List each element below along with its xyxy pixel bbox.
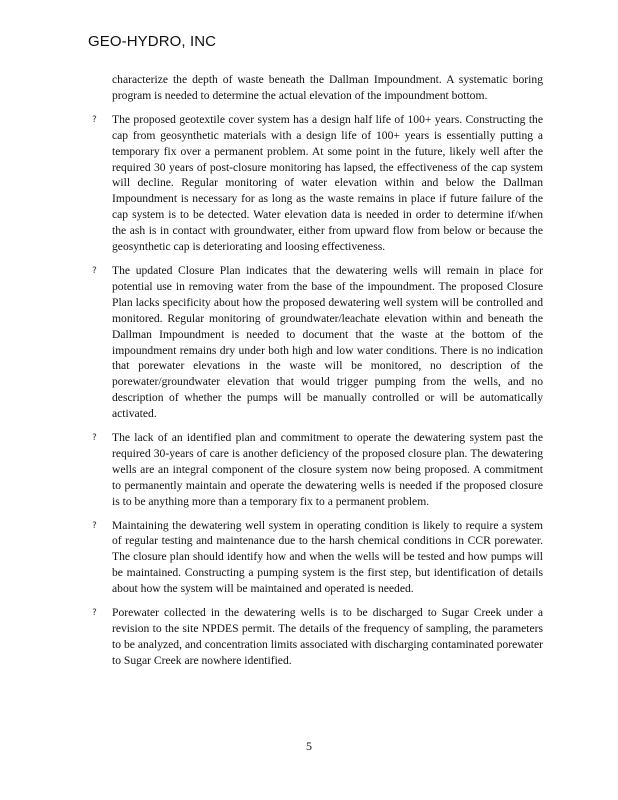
bullet-text: Porewater collected in the dewatering wells is to be discharged to Sugar Creek under a revision to the site NPDES permit. The details of the frequency of sampling, the parameters to be analyzed, and concentration limits associated with discharging contaminated porewater to Sugar Creek are nowhere identified.: [112, 606, 543, 667]
bullet-marker: ?: [92, 520, 97, 531]
bullet-text: Maintaining the dewatering well system in operating condition is likely to require a system of regular testing and maintenance due to the harsh chemical conditions in CCR porewater. The closure plan should identify how and when the wells will be tested and how pumps will be maintained. Constructing a pumping system is the first step, but identification of details about how the system will be maintained and operated is needed.: [112, 518, 543, 596]
document-body: [88, 72, 543, 669]
bullet-text: The proposed geotextile cover system has a design half life of 100+ years. Constructing the cap from geosynthetic materials with a design life of 100+ years is essentially putting a temporary fix over a permanent problem. At some point in the future, likely well after the required 30 years of post-closure monitoring has lapsed, the effectiveness of the cap system will decline. Regular monitoring of water elevation within and below the Dallman Impoundment is necessary for as long as the waste remains in place if future failure of the cap system is to be detected. Water elevation data is needed in order to determine if/when the ash is in contact with groundwater, either from upward flow from below or because the geosynthetic cap is deteriorating and loosing effectiveness.: [112, 112, 543, 254]
bullet-item-4: [88, 518, 543, 598]
continued-paragraph: characterize the depth of waste beneath the Dallman Impoundment. A systematic boring program is needed to determine the actual elevation of the impoundment bottom.: [112, 73, 543, 102]
bullet-text: The lack of an identified plan and commitment to operate the dewatering system past the required 30-years of care is another deficiency of the proposed closure plan. The dewatering wells are an integral component of the closure system now being proposed. A commitment to permanently maintain and operate the dewatering wells is needed if the proposed closure is to be anything more than a temporary fix to a permanent problem.: [112, 431, 543, 508]
page-number: 5: [306, 739, 312, 753]
bullet-marker: ?: [92, 608, 97, 619]
bullet-item-5: [88, 605, 543, 669]
bullet-marker: ?: [92, 265, 97, 276]
bullet-item-1: [88, 112, 543, 255]
bullet-marker: ?: [92, 433, 97, 444]
company-header: GEO-HYDRO, INC: [88, 33, 217, 50]
bullet-marker: ?: [92, 114, 97, 125]
bullet-item-2: [88, 263, 543, 422]
bullet-item-3: [88, 430, 543, 510]
bullet-text: The updated Closure Plan indicates that the dewatering wells will remain in place for potential use in removing water from the base of the impoundment. The proposed Closure Plan lacks specificity about how the proposed dewatering well system will be controlled and monitored. Regular monitoring of groundwater/leachate elevation within and beneath the Dallman Impoundment is needed to document that the waste at the bottom of the impoundment remains dry under both high and low water conditions. There is no indication that porewater elevations in the waste will be monitored, no description of the porewater/groundwater elevation that would trigger pumping from the wells, and no description of whether the pumps will be manually controlled or will be automatically activated.: [112, 263, 543, 421]
